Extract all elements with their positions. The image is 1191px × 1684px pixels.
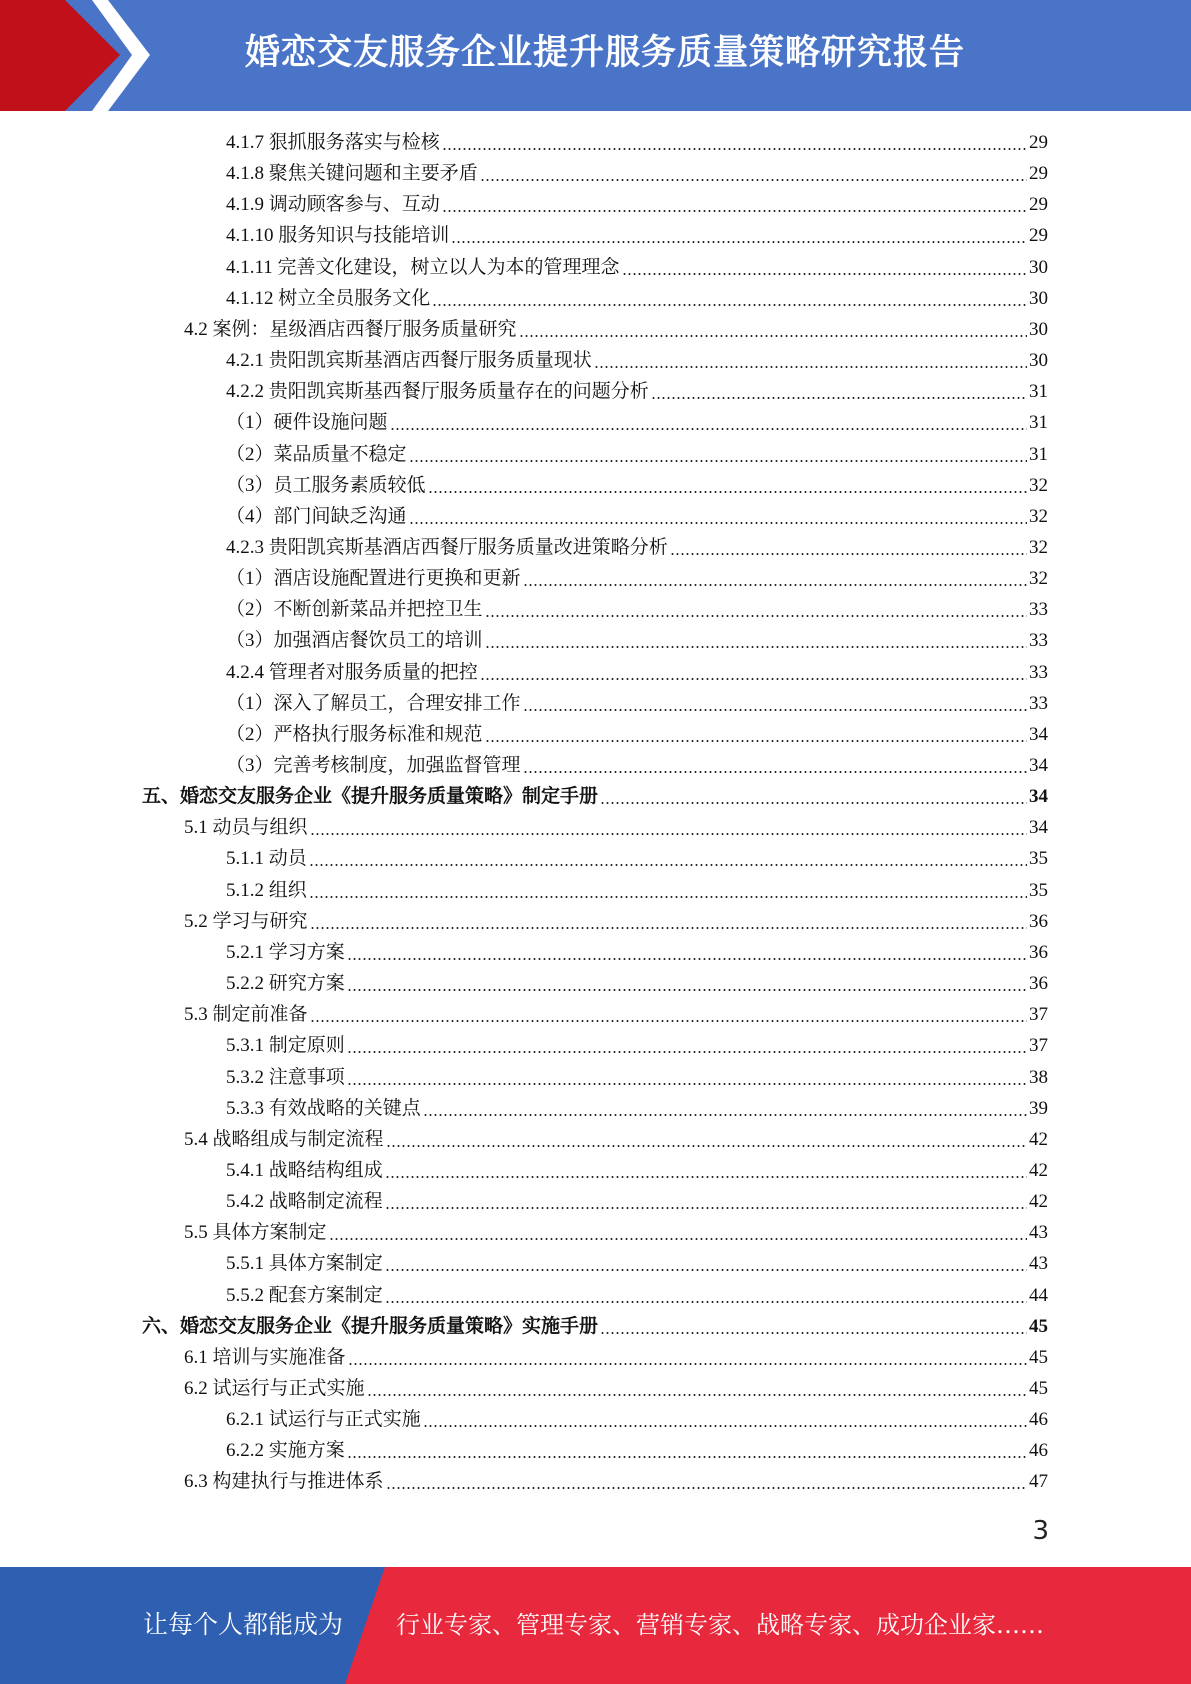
toc-dot-leader (367, 1394, 1027, 1396)
toc-entry-page: 30 (1029, 350, 1048, 371)
toc-dot-leader (442, 210, 1027, 212)
toc-entry[interactable] (184, 999, 1048, 1030)
toc-dot-leader (485, 646, 1027, 648)
toc-dot-leader (347, 1456, 1027, 1458)
toc-entry-label: 6.2 试运行与正式实施 (184, 1378, 365, 1399)
toc-entry[interactable] (226, 594, 1048, 625)
toc-entry-page: 39 (1029, 1098, 1048, 1119)
toc-entry-label: 4.2 案例：星级酒店西餐厅服务质量研究 (184, 319, 517, 340)
toc-dot-leader (442, 148, 1027, 150)
toc-dot-leader (600, 802, 1027, 804)
toc-entry-label: 4.2.1 贵阳凯宾斯基酒店西餐厅服务质量现状 (226, 350, 592, 371)
toc-entry[interactable] (184, 314, 1048, 345)
toc-dot-leader (600, 1332, 1027, 1334)
toc-dot-leader (409, 460, 1027, 462)
toc-dot-leader (309, 864, 1027, 866)
toc-dot-leader (485, 615, 1027, 617)
toc-entry-page: 31 (1029, 444, 1048, 465)
header-red-arrow (0, 0, 120, 111)
toc-dot-leader (428, 491, 1027, 493)
toc-entry-label: 5.1.2 组织 (226, 880, 307, 901)
toc-dot-leader (523, 584, 1027, 586)
toc-entry[interactable] (226, 1186, 1048, 1217)
toc-entry[interactable] (226, 750, 1048, 781)
toc-entry[interactable] (226, 1062, 1048, 1093)
toc-entry[interactable] (226, 1093, 1048, 1124)
toc-entry-label: 5.5.1 具体方案制定 (226, 1253, 383, 1274)
toc-dot-leader (310, 1020, 1027, 1022)
toc-entry-page: 36 (1029, 942, 1048, 963)
toc-entry[interactable] (226, 501, 1048, 532)
toc-entry-label: 4.2.4 管理者对服务质量的把控 (226, 662, 478, 683)
toc-entry-page: 30 (1029, 319, 1048, 340)
toc-entry[interactable] (226, 1280, 1048, 1311)
toc-dot-leader (423, 1425, 1027, 1427)
toc-entry-label: 6.3 构建执行与推进体系 (184, 1471, 384, 1492)
toc-entry[interactable] (226, 937, 1048, 968)
toc-entry-label: 5.5.2 配套方案制定 (226, 1285, 383, 1306)
toc-dot-leader (651, 397, 1027, 399)
toc-entry[interactable] (184, 1466, 1048, 1497)
toc-entry-label: （2）不断创新菜品并把控卫生 (226, 599, 483, 620)
toc-entry[interactable] (226, 1248, 1048, 1279)
toc-entry-page: 34 (1029, 755, 1048, 776)
toc-entry[interactable] (226, 1404, 1048, 1435)
toc-entry[interactable] (184, 906, 1048, 937)
toc-dot-leader (432, 304, 1027, 306)
toc-dot-leader (347, 989, 1027, 991)
toc-dot-leader (386, 1145, 1027, 1147)
toc-dot-leader (451, 241, 1027, 243)
document-title: 婚恋交友服务企业提升服务质量策略研究报告 (245, 33, 966, 73)
toc-entry-label: （1）硬件设施问题 (226, 412, 388, 433)
toc-dot-leader (480, 179, 1027, 181)
toc-dot-leader (310, 833, 1027, 835)
toc-entry-label: （3）员工服务素质较低 (226, 475, 426, 496)
toc-entry-page: 31 (1029, 381, 1048, 402)
toc-entry-label: 4.2.3 贵阳凯宾斯基酒店西餐厅服务质量改进策略分析 (226, 537, 668, 558)
toc-entry-page: 38 (1029, 1067, 1048, 1088)
toc-entry-page: 46 (1029, 1440, 1048, 1461)
toc-entry-label: 4.2.2 贵阳凯宾斯基西餐厅服务质量存在的问题分析 (226, 381, 649, 402)
toc-entry-label: 5.2 学习与研究 (184, 911, 308, 932)
toc-dot-leader (385, 1269, 1027, 1271)
toc-entry-page: 37 (1029, 1004, 1048, 1025)
toc-entry[interactable] (226, 843, 1048, 874)
toc-dot-leader (347, 1051, 1027, 1053)
toc-entry-page: 35 (1029, 848, 1048, 869)
footer-slogan-right: 行业专家、管理专家、营销专家、战略专家、成功企业家…… (396, 1611, 1044, 1639)
toc-dot-leader (423, 1114, 1027, 1116)
toc-entry-label: 5.4.1 战略结构组成 (226, 1160, 383, 1181)
toc-entry-page: 32 (1029, 537, 1048, 558)
toc-dot-leader (485, 740, 1027, 742)
toc-dot-leader (385, 1301, 1027, 1303)
toc-entry-page: 33 (1029, 630, 1048, 651)
toc-entry[interactable] (226, 158, 1048, 189)
toc-entry[interactable] (226, 283, 1048, 314)
toc-entry-label: （1）深入了解员工，合理安排工作 (226, 693, 521, 714)
toc-entry-page: 32 (1029, 568, 1048, 589)
toc-entry-label: 6.1 培训与实施准备 (184, 1347, 346, 1368)
toc-entry[interactable] (184, 1342, 1048, 1373)
toc-dot-leader (347, 958, 1027, 960)
toc-dot-leader (329, 1238, 1027, 1240)
toc-entry-page: 29 (1029, 194, 1048, 215)
toc-entry[interactable] (226, 563, 1048, 594)
toc-entry-page: 45 (1029, 1378, 1048, 1399)
toc-entry[interactable] (226, 376, 1048, 407)
toc-entry[interactable] (226, 688, 1048, 719)
toc-dot-leader (480, 678, 1027, 680)
toc-entry-label: 4.1.9 调动顾客参与、互动 (226, 194, 440, 215)
toc-entry[interactable] (226, 407, 1048, 438)
toc-entry-page: 35 (1029, 880, 1048, 901)
toc-entry-label: 5.3.2 注意事项 (226, 1067, 345, 1088)
toc-dot-leader (622, 273, 1027, 275)
toc-entry-label: 5.1 动员与组织 (184, 817, 308, 838)
toc-entry[interactable] (226, 875, 1048, 906)
toc-entry-label: （3）完善考核制度，加强监督管理 (226, 755, 521, 776)
toc-entry-page: 42 (1029, 1160, 1048, 1181)
toc-entry[interactable] (226, 345, 1048, 376)
toc-dot-leader (390, 428, 1027, 430)
toc-entry[interactable] (226, 625, 1048, 656)
toc-entry-label: 4.1.8 聚焦关键问题和主要矛盾 (226, 163, 478, 184)
toc-entry-page: 33 (1029, 662, 1048, 683)
toc-entry-label: （4）部门间缺乏沟通 (226, 506, 407, 527)
toc-entry[interactable] (226, 1435, 1048, 1466)
toc-entry-page: 34 (1029, 786, 1048, 807)
toc-entry-page: 44 (1029, 1285, 1048, 1306)
toc-entry-page: 32 (1029, 475, 1048, 496)
toc-entry[interactable] (142, 1311, 1048, 1342)
toc-entry-label: 5.1.1 动员 (226, 848, 307, 869)
toc-entry-label: 4.1.12 树立全员服务文化 (226, 288, 431, 309)
toc-dot-leader (385, 1207, 1027, 1209)
toc-entry-page: 36 (1029, 911, 1048, 932)
toc-entry[interactable] (226, 439, 1048, 470)
toc-dot-leader (594, 366, 1027, 368)
toc-entry[interactable] (226, 1155, 1048, 1186)
toc-entry-label: 5.2.1 学习方案 (226, 942, 345, 963)
toc-entry-label: 六、婚恋交友服务企业《提升服务质量策略》实施手册 (142, 1316, 599, 1337)
toc-entry-label: 4.1.10 服务知识与技能培训 (226, 225, 450, 246)
toc-entry[interactable] (184, 1124, 1048, 1155)
toc-entry-label: 6.2.1 试运行与正式实施 (226, 1409, 421, 1430)
toc-entry-label: 5.5 具体方案制定 (184, 1222, 327, 1243)
toc-entry-page: 29 (1029, 225, 1048, 246)
toc-entry[interactable] (226, 127, 1048, 158)
toc-entry-page: 47 (1029, 1471, 1048, 1492)
toc-entry[interactable] (226, 189, 1048, 220)
toc-entry[interactable] (142, 781, 1048, 812)
toc-entry[interactable] (184, 1373, 1048, 1404)
toc-entry-page: 42 (1029, 1191, 1048, 1212)
toc-entry-label: （2）菜品质量不稳定 (226, 444, 407, 465)
page-footer (0, 1567, 1191, 1684)
toc-entry-page: 30 (1029, 257, 1048, 278)
toc-entry-page: 45 (1029, 1316, 1048, 1337)
toc-entry-page: 45 (1029, 1347, 1048, 1368)
toc-dot-leader (386, 1487, 1027, 1489)
toc-entry[interactable] (226, 968, 1048, 999)
toc-entry-label: （2）严格执行服务标准和规范 (226, 724, 483, 745)
toc-entry-page: 43 (1029, 1253, 1048, 1274)
toc-entry-page: 34 (1029, 724, 1048, 745)
toc-entry-label: 5.4.2 战略制定流程 (226, 1191, 383, 1212)
toc-entry[interactable] (184, 1217, 1048, 1248)
toc-dot-leader (309, 896, 1027, 898)
toc-entry-label: 4.1.11 完善文化建设，树立以人为本的管理理念 (226, 257, 620, 278)
toc-entry-label: 4.1.7 狠抓服务落实与检核 (226, 132, 440, 153)
page-number: 3 (1032, 1516, 1049, 1546)
toc-entry-label: 5.3.3 有效战略的关键点 (226, 1098, 421, 1119)
toc-entry-label: 5.2.2 研究方案 (226, 973, 345, 994)
toc-entry-page: 34 (1029, 817, 1048, 838)
toc-entry-label: （3）加强酒店餐饮员工的培训 (226, 630, 483, 651)
toc-entry-label: （1）酒店设施配置进行更换和更新 (226, 568, 521, 589)
toc-entry-label: 6.2.2 实施方案 (226, 1440, 345, 1461)
toc-entry-page: 32 (1029, 506, 1048, 527)
toc-entry[interactable] (226, 1030, 1048, 1061)
toc-entry[interactable] (226, 220, 1048, 251)
toc-dot-leader (670, 553, 1027, 555)
toc-dot-leader (310, 927, 1027, 929)
toc-entry[interactable] (226, 532, 1048, 563)
toc-entry-label: 5.3 制定前准备 (184, 1004, 308, 1025)
toc-entry-page: 43 (1029, 1222, 1048, 1243)
toc-entry-page: 29 (1029, 163, 1048, 184)
toc-entry-label: 5.3.1 制定原则 (226, 1035, 345, 1056)
toc-entry-label: 5.4 战略组成与制定流程 (184, 1129, 384, 1150)
toc-dot-leader (519, 335, 1027, 337)
toc-entry[interactable] (226, 719, 1048, 750)
toc-dot-leader (409, 522, 1027, 524)
toc-entry-page: 29 (1029, 132, 1048, 153)
toc-entry-page: 33 (1029, 693, 1048, 714)
toc-entry[interactable] (226, 657, 1048, 688)
toc-entry-page: 31 (1029, 412, 1048, 433)
toc-entry-label: 五、婚恋交友服务企业《提升服务质量策略》制定手册 (142, 786, 599, 807)
toc-entry-page: 37 (1029, 1035, 1048, 1056)
toc-dot-leader (523, 709, 1027, 711)
toc-dot-leader (348, 1363, 1027, 1365)
toc-entry-page: 36 (1029, 973, 1048, 994)
toc-entry-page: 30 (1029, 288, 1048, 309)
toc-entry[interactable] (184, 812, 1048, 843)
toc-entry-page: 46 (1029, 1409, 1048, 1430)
toc-entry[interactable] (226, 470, 1048, 501)
toc-entry-page: 42 (1029, 1129, 1048, 1150)
footer-slogan-left: 让每个人都能成为 (143, 1610, 344, 1639)
page-header (0, 0, 1191, 111)
toc-dot-leader (385, 1176, 1027, 1178)
toc-entry[interactable] (226, 252, 1048, 283)
toc-entry-page: 33 (1029, 599, 1048, 620)
toc-dot-leader (347, 1083, 1027, 1085)
toc-dot-leader (523, 771, 1027, 773)
